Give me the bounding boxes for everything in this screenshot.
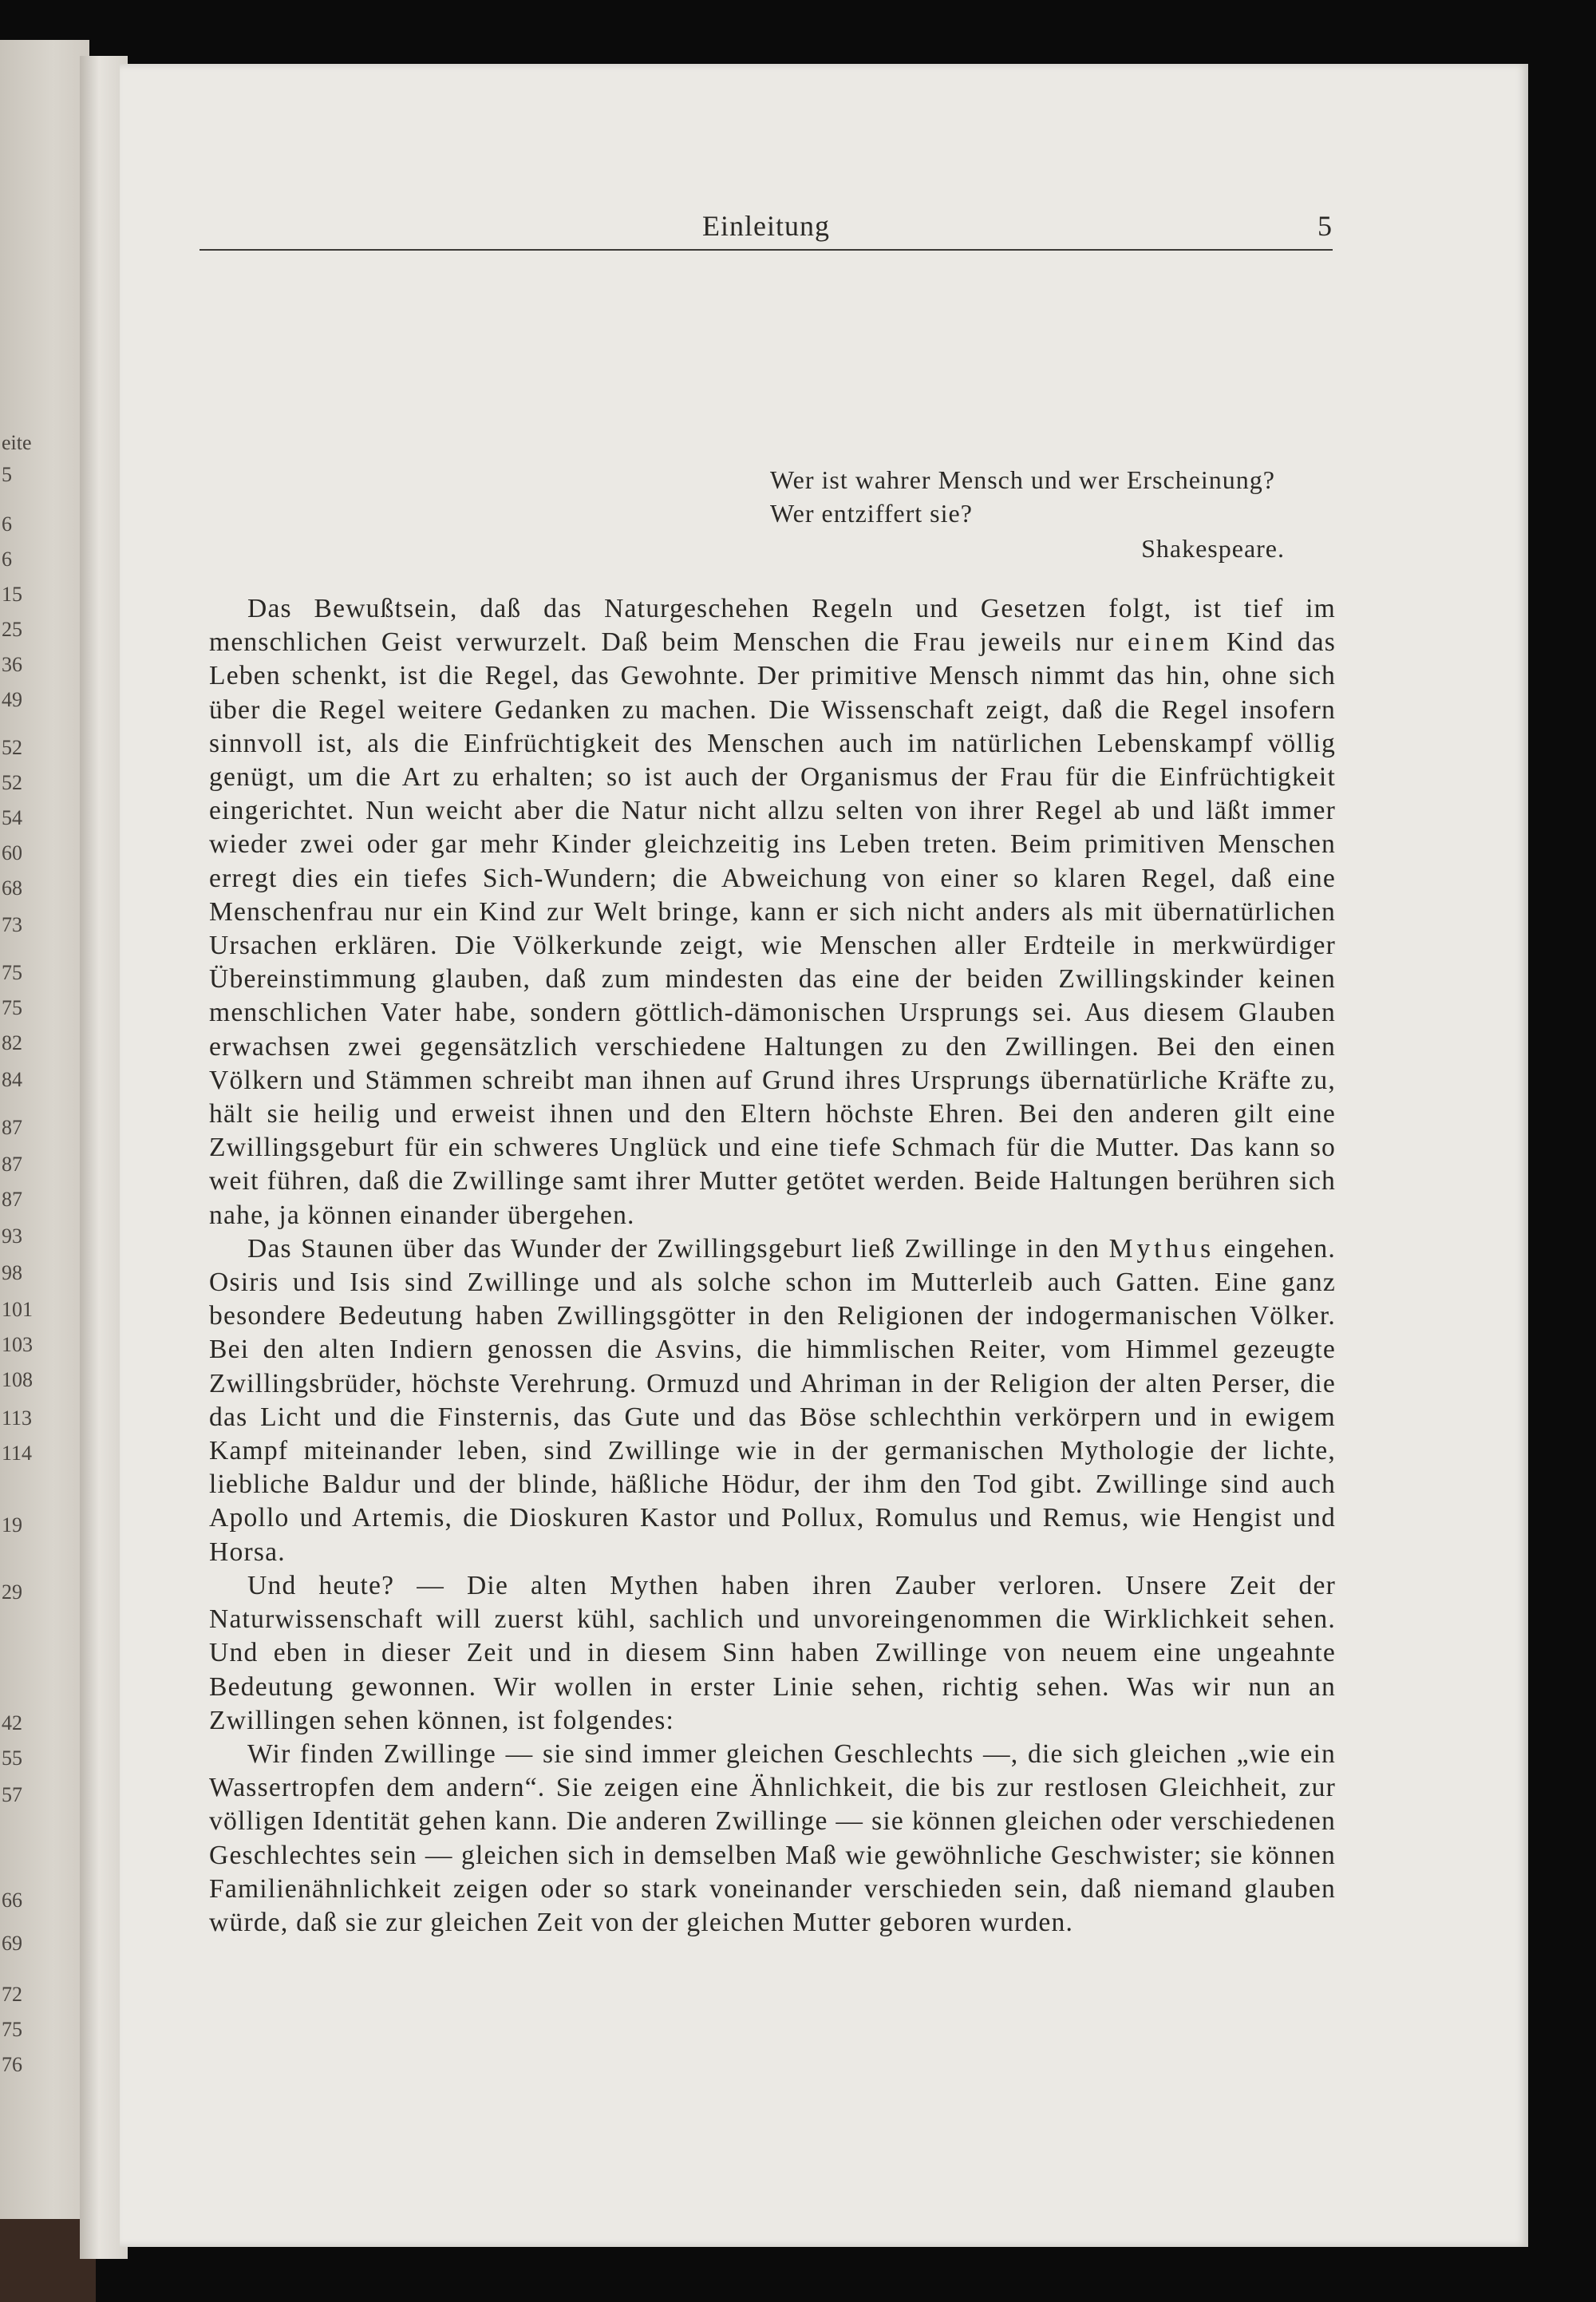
margin-number: 66 (2, 1889, 22, 1912)
margin-number: 19 (2, 1513, 22, 1537)
page-number: 5 (1317, 210, 1333, 242)
margin-number: 54 (2, 806, 22, 829)
running-header (200, 204, 1333, 251)
margin-number: 113 (2, 1406, 33, 1430)
margin-number: 75 (2, 961, 22, 984)
paragraph: Und heute? — Die alten Mythen haben ihren Zauber verloren. Unsere Zeit der Naturwissenschaft will zuerst kühl, sachlich und unvoreingenommen die Wirklichkeit sehen. Und eben in dieser Zeit und in diesem Sinn haben Zwillinge von neuem eine ungeahnte Bedeutung gewonnen. Wir wollen in erster Linie sehen, richtig sehen. Was wir nun an Zwillingen sehen können, ist folgendes: (209, 1570, 1336, 1735)
body-text (209, 592, 1336, 1940)
margin-number: 36 (2, 653, 22, 676)
margin-number: 73 (2, 913, 22, 936)
table-of-contents-margin (2, 40, 33, 2275)
margin-number: 29 (2, 1580, 22, 1604)
paragraph-text: Das Staunen über das Wunder der Zwillingsgeburt ließ Zwillinge in den (247, 1233, 1109, 1264)
chapter-title: Einleitung (702, 210, 830, 242)
facing-page (0, 40, 89, 2275)
margin-number: 69 (2, 1932, 22, 1955)
paragraph (209, 1232, 1336, 1569)
margin-number: 75 (2, 996, 22, 1019)
margin-number: 42 (2, 1711, 22, 1734)
paragraph-text: eingehen. Osiris und Isis sind Zwillinge und als solche schon im Mutterleib auch Gatten. Eine ganz besondere Bedeutung haben Zwillingsgötter in den Religionen der indogermanischen Völker. Bei den alten Indiern genossen die Asvins, die himmlischen Reiter, vom Himmel gezeugte Zwillingsbrüder, höchste Verehrung. Ormuzd und Ahriman in der Religion der alten Perser, die das Licht und die Finsternis, das Gute und das Böse schlechthin verkörpern und in ewigem Kampf miteinander leben, sind Zwillinge wie in der germanischen Mythologie der lichte, liebliche Baldur und der blinde, häßliche Hödur, der ihm den Tod gibt. Zwillinge sind auch Apollo und Artemis, die Dioskuren Kastor und Pollux, Romulus und Remus, wie Hengist und Horsa. (209, 1233, 1336, 1567)
emphasized-word: einem (1128, 627, 1214, 658)
epigraph-author: Shakespeare. (1141, 534, 1285, 563)
epigraph-line: Wer ist wahrer Mensch und wer Erscheinung? (770, 465, 1275, 494)
margin-number: eite (2, 431, 32, 454)
margin-number: 57 (2, 1783, 22, 1806)
margin-number: 15 (2, 583, 22, 606)
epigraph (770, 463, 1345, 565)
margin-number: 82 (2, 1031, 22, 1054)
margin-number: 76 (2, 2053, 22, 2076)
margin-number: 87 (2, 1116, 22, 1139)
margin-number: 84 (2, 1068, 22, 1091)
paragraph (209, 592, 1336, 1232)
epigraph-line: Wer entziffert sie? (770, 499, 973, 528)
margin-number: 72 (2, 1983, 22, 2006)
margin-number: 103 (2, 1333, 33, 1356)
margin-number: 6 (2, 548, 12, 571)
margin-number: 87 (2, 1188, 22, 1211)
paragraph-text: Das Bewußtsein, daß das Naturgeschehen Regeln und Gesetzen folgt, ist tief im menschlichen Geist verwurzelt. Daß beim Menschen die Frau jeweils nur (209, 594, 1336, 658)
margin-number: 52 (2, 736, 22, 759)
margin-number: 98 (2, 1261, 22, 1284)
margin-number: 93 (2, 1224, 22, 1248)
paragraph: Wir finden Zwillinge — sie sind immer gleichen Geschlechts —, die sich gleichen „wie ein Wassertropfen dem andern“. Sie zeigen eine Ähnlichkeit, die bis zur restlosen Gleichheit, zur völligen Identität gehen kann. Die anderen Zwillinge — sie können gleichen oder verschiedenen Geschlechtes sein — gleichen sich in demselben Maß wie gewöhnliche Geschwister; sie können Familienähnlichkeit zeigen oder so stark voneinander verschieden sein, daß niemand glauben würde, daß sie zur gleichen Zeit von der gleichen Mutter geboren wurden. (209, 1738, 1336, 1937)
margin-number: 25 (2, 618, 22, 641)
paragraph-text: Kind das Leben schenkt, ist die Regel, das Gewohnte. Der primitive Mensch nimmt das hin, ohne sich über die Regel weitere Gedanken zu machen. Die Wissenschaft zeigt, daß die Regel insofern sinnvoll ist, als die Einfrüchtigkeit des Menschen auch im natürlichen Lebenskampf völlig genügt, um die Art zu erhalten; so ist auch der Organismus der Frau für die Einfrüchtigkeit eingerichtet. Nun weicht aber die Natur nicht allzu selten von ihrer Regel ab und läßt immer wieder zwei oder gar mehr Kinder gleichzeitig ins Leben treten. Beim primitiven Menschen erregt dies ein tiefes Sich-Wundern; die Abweichung von einer so klaren Regel, daß eine Menschenfrau nur ein Kind zur Welt bringe, kann er sich nicht anders als mit übernatürlichen Ursachen erklären. Die Völkerkunde zeigt, wie Menschen aller Erdteile in merkwürdiger Übereinstimmung glauben, daß zum mindesten das eine der beiden Zwillingskinder keinen menschlichen Vater habe, sondern göttlich-dämonischen Ursprungs sei. Aus diesem Glauben erwachsen zwei gegensätzlich verschiedene Haltungen zu den Zwillingen. Bei den einen Völkern und Stämmen schreibt man ihnen auf Grund ihres Ursprungs übernatürliche Kräfte zu, hält sie heilig und erweist ihnen und den Eltern höchste Ehren. Bei den anderen gilt eine Zwillingsgeburt für ein schweres Unglück und eine tiefe Schmach für die Mutter. Das kann so weit führen, daß die Zwillinge samt ihrer Mutter getötet werden. Beide Haltungen berühren sich nahe, ja können einander übergehen. (209, 627, 1336, 1230)
margin-number: 60 (2, 841, 22, 864)
margin-number: 55 (2, 1746, 22, 1770)
margin-number: 108 (2, 1368, 33, 1391)
margin-number: 5 (2, 463, 12, 486)
margin-number: 6 (2, 512, 12, 536)
margin-number: 49 (2, 688, 22, 711)
margin-number: 114 (2, 1442, 33, 1465)
margin-number: 101 (2, 1298, 33, 1321)
margin-number: 68 (2, 876, 22, 900)
margin-number: 75 (2, 2018, 22, 2041)
margin-number: 87 (2, 1153, 22, 1176)
margin-number: 52 (2, 771, 22, 794)
emphasized-word: Mythus (1108, 1233, 1215, 1264)
